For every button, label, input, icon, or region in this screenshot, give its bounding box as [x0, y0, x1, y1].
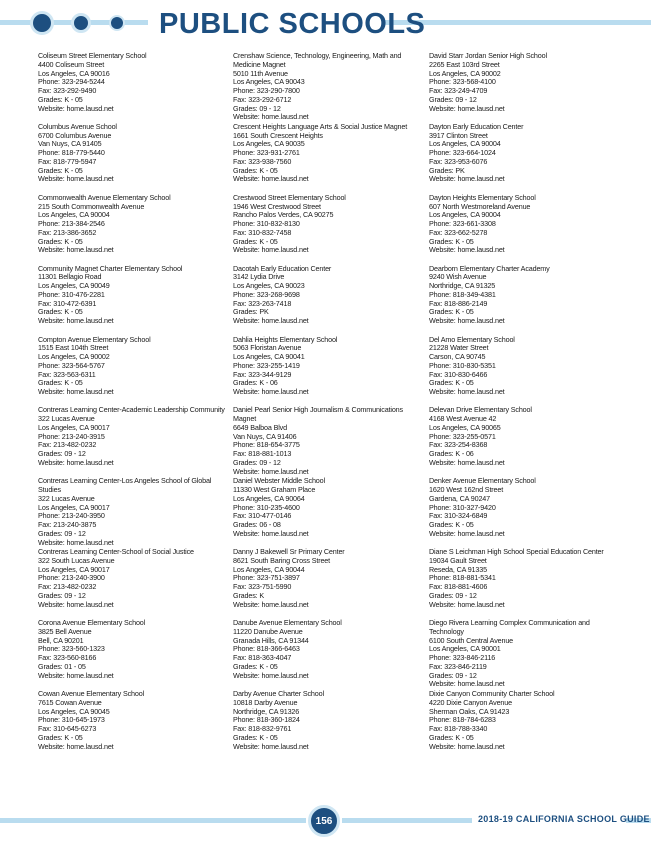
- school-fax: Fax: 818-363-4047: [233, 653, 292, 663]
- school-name: Del Amo Elementary School: [429, 335, 515, 344]
- school-entry: [429, 406, 619, 477]
- school-address: 6100 South Central Avenue: [429, 635, 514, 645]
- school-grades: Grades: K - 05: [429, 378, 474, 388]
- school-address: 1661 South Crescent Heights: [233, 130, 323, 140]
- school-fax: Fax: 323-254-8368: [429, 440, 488, 450]
- school-grades: Grades: PK: [233, 307, 269, 317]
- school-grades: Grades: 01 - 05: [38, 661, 86, 671]
- school-phone: Phone: 310-235-4600: [233, 502, 300, 512]
- school-fax: Fax: 310-830-6466: [429, 369, 488, 379]
- school-phone: Phone: 323-564-5767: [38, 360, 105, 370]
- page-number: 156: [308, 805, 340, 837]
- school-address: 21228 Water Street: [429, 343, 489, 353]
- school-phone: Phone: 213-240-3915: [38, 431, 105, 441]
- school-phone: Phone: 310-327-9420: [429, 502, 496, 512]
- school-address: 11220 Danube Avenue: [233, 626, 303, 636]
- school-name: Diego Rivera Learning Complex Communication and Technology: [429, 619, 590, 636]
- school-grades: Grades: K - 05: [38, 94, 83, 104]
- school-grades: Grades: K - 06: [233, 378, 278, 388]
- school-address: 4400 Coliseum Street: [38, 59, 105, 69]
- school-entry: [429, 194, 619, 265]
- school-fax: Fax: 323-292-6712: [233, 94, 292, 104]
- school-entry: [233, 336, 423, 407]
- school-name: Darby Avenue Charter School: [233, 690, 324, 699]
- school-website: Website: home.lausd.net: [233, 387, 309, 397]
- school-city: Carson, CA 90745: [429, 352, 486, 362]
- school-address: 6649 Balboa Blvd: [233, 422, 287, 432]
- school-website: Website: home.lausd.net: [429, 457, 505, 467]
- school-website: Website: home.lausd.net: [38, 316, 114, 326]
- school-entry: [429, 690, 619, 761]
- school-website: Website: home.lausd.net: [233, 316, 309, 326]
- school-entry: [233, 619, 423, 690]
- school-grades: Grades: K - 05: [38, 378, 83, 388]
- school-website: Website: home.lausd.net: [233, 174, 309, 184]
- school-website: Website: home.lausd.net: [429, 245, 505, 255]
- school-website: Website: home.lausd.net: [233, 245, 309, 255]
- school-fax: Fax: 323-344-9129: [233, 369, 292, 379]
- school-name: Contreras Learning Center-School of Social Justice: [38, 548, 194, 557]
- school-name: Denker Avenue Elementary School: [429, 477, 536, 486]
- school-city: Northridge, CA 91325: [429, 281, 496, 291]
- school-grades: Grades: K - 05: [233, 661, 278, 671]
- school-address: 11330 West Graham Place: [233, 485, 316, 495]
- school-name: Contreras Learning Center-Academic Leadership Community: [38, 406, 225, 415]
- school-website: Website: home.lausd.net: [38, 457, 114, 467]
- school-grades: Grades: K - 05: [233, 165, 278, 175]
- school-website: Website: home.lausd.net: [38, 670, 114, 680]
- school-city: Rancho Palos Verdes, CA 90275: [233, 210, 334, 220]
- school-grades: Grades: 09 - 12: [38, 449, 86, 459]
- school-fax: Fax: 213-482-0232: [38, 440, 97, 450]
- school-address: 1515 East 104th Street: [38, 343, 109, 353]
- school-city: Los Angeles, CA 90035: [233, 139, 305, 149]
- school-entry: [38, 52, 228, 123]
- school-grades: Grades: 09 - 12: [38, 528, 86, 538]
- school-fax: Fax: 323-662-5278: [429, 227, 488, 237]
- school-grades: Grades: 09 - 12: [38, 590, 86, 600]
- school-phone: Phone: 213-240-3950: [38, 511, 105, 521]
- school-city: Los Angeles, CA 90049: [38, 281, 110, 291]
- school-name: Dearborn Elementary Charter Academy: [429, 264, 550, 273]
- school-fax: Fax: 818-886-2149: [429, 298, 488, 308]
- listing-column: [233, 52, 423, 761]
- school-address: 11301 Bellagio Road: [38, 272, 102, 282]
- school-website: Website: home.lausd.net: [38, 537, 114, 547]
- school-entry: [233, 123, 423, 194]
- school-phone: Phone: 310-645-1973: [38, 715, 105, 725]
- school-phone: Phone: 213-240-3900: [38, 573, 105, 583]
- school-address: 322 Lucas Avenue: [38, 493, 95, 503]
- school-name: Crenshaw Science, Technology, Engineering, Math and Medicine Magnet: [233, 52, 402, 69]
- school-fax: Fax: 818-788-3340: [429, 724, 488, 734]
- school-grades: Grades: K - 05: [233, 732, 278, 742]
- school-website: Website: home.lausd.net: [38, 245, 114, 255]
- school-phone: Phone: 818-779-5440: [38, 148, 105, 158]
- school-website: Website: home.lausd.net: [233, 528, 309, 538]
- school-city: Van Nuys, CA 91405: [38, 139, 102, 149]
- school-phone: Phone: 818-360-1824: [233, 715, 300, 725]
- school-phone: Phone: 310-476-2281: [38, 289, 105, 299]
- school-city: Los Angeles, CA 90064: [233, 493, 305, 503]
- school-name: Delevan Drive Elementary School: [429, 406, 532, 415]
- school-fax: Fax: 213-386-3652: [38, 227, 97, 237]
- school-city: Bell, CA 90201: [38, 635, 84, 645]
- school-phone: Phone: 323-846-2116: [429, 653, 496, 663]
- school-website: Website: home.lausd.net: [38, 741, 114, 751]
- school-entry: [429, 52, 619, 123]
- school-fax: Fax: 213-240-3875: [38, 520, 97, 530]
- school-address: 6700 Columbus Avenue: [38, 130, 112, 140]
- school-phone: Phone: 818-366-6463: [233, 644, 300, 654]
- school-city: Sherman Oaks, CA 91423: [429, 706, 510, 716]
- school-fax: Fax: 323-263-7418: [233, 298, 292, 308]
- school-phone: Phone: 323-290-7800: [233, 86, 300, 95]
- school-entry: [429, 265, 619, 336]
- school-phone: Phone: 818-654-3775: [233, 440, 300, 450]
- school-address: 1620 West 162nd Street: [429, 485, 504, 495]
- school-address: 4168 West Avenue 42: [429, 414, 497, 424]
- school-city: Los Angeles, CA 90001: [429, 644, 501, 654]
- school-entry: [38, 123, 228, 194]
- school-fax: Fax: 323-292-9490: [38, 86, 97, 95]
- school-grades: Grades: K: [233, 590, 265, 600]
- school-entry: [233, 406, 423, 477]
- school-grades: Grades: K - 05: [429, 520, 474, 530]
- school-website: Website: home.lausd.net: [429, 528, 505, 538]
- school-entry: [429, 336, 619, 407]
- school-name: Daniel Webster Middle School: [233, 477, 325, 486]
- school-fax: Fax: 323-751-5990: [233, 582, 292, 592]
- school-grades: Grades: 09 - 12: [233, 103, 281, 113]
- school-name: Crestwood Street Elementary School: [233, 193, 346, 202]
- school-address: 607 North Westmoreland Avenue: [429, 201, 531, 211]
- school-city: Los Angeles, CA 90017: [38, 422, 110, 432]
- school-fax: Fax: 323-563-6311: [38, 369, 96, 379]
- school-address: 215 South Commonwealth Avenue: [38, 201, 145, 211]
- school-phone: Phone: 323-568-4100: [429, 77, 496, 87]
- school-city: Los Angeles, CA 90002: [429, 68, 501, 78]
- school-phone: Phone: 818-784-6283: [429, 715, 496, 725]
- school-fax: Fax: 818-779-5947: [38, 156, 97, 166]
- school-address: 1946 West Crestwood Street: [233, 201, 321, 211]
- school-entry: [38, 477, 228, 548]
- school-name: Diane S Leichman High School Special Education Center: [429, 548, 604, 557]
- school-grades: Grades: 09 - 12: [429, 94, 477, 104]
- school-fax: Fax: 310-472-6391: [38, 298, 97, 308]
- school-address: 4220 Dixie Canyon Avenue: [429, 697, 512, 707]
- school-address: 7615 Cowan Avenue: [38, 697, 102, 707]
- school-name: Danny J Bakewell Sr Primary Center: [233, 548, 345, 557]
- school-fax: Fax: 818-832-9761: [233, 724, 292, 734]
- school-entry: [38, 265, 228, 336]
- school-website: Website: home.lausd.net: [233, 112, 309, 122]
- school-website: Website: home.lausd.net: [38, 174, 114, 184]
- school-fax: Fax: 213-482-0232: [38, 582, 97, 592]
- school-grades: Grades: K - 06: [429, 449, 474, 459]
- school-name: Dahlia Heights Elementary School: [233, 335, 338, 344]
- school-name: Compton Avenue Elementary School: [38, 335, 151, 344]
- school-name: Columbus Avenue School: [38, 122, 117, 131]
- school-city: Northridge, CA 91326: [233, 706, 300, 716]
- school-address: 3142 Lydia Drive: [233, 272, 285, 282]
- school-address: 19034 Gault Street: [429, 555, 487, 565]
- school-city: Gardena, CA 90247: [429, 493, 490, 503]
- school-phone: Phone: 818-881-5341: [429, 573, 496, 583]
- school-fax: Fax: 818-881-1013: [233, 449, 292, 459]
- school-fax: Fax: 323-560-8166: [38, 653, 97, 663]
- school-website: Website: home.lausd.net: [429, 741, 505, 751]
- school-phone: Phone: 310-832-8130: [233, 219, 300, 229]
- school-grades: Grades: K - 05: [38, 732, 83, 742]
- school-grades: Grades: 06 - 08: [233, 520, 281, 530]
- school-city: Los Angeles, CA 90004: [38, 210, 110, 220]
- school-city: Los Angeles, CA 90045: [38, 706, 110, 716]
- school-entry: [233, 194, 423, 265]
- school-website: Website: home.lausd.net: [429, 316, 505, 326]
- school-phone: Phone: 818-349-4381: [429, 289, 496, 299]
- listing-column: [429, 52, 619, 761]
- school-fax: Fax: 818-881-4606: [429, 582, 488, 592]
- school-website: Website: home.lausd.net: [38, 103, 114, 113]
- school-website: Website: home.lausd.net: [429, 387, 505, 397]
- guide-title: 2018-19 CALIFORNIA SCHOOL GUIDE: [478, 814, 650, 824]
- school-name: Dixie Canyon Community Charter School: [429, 690, 555, 699]
- school-grades: Grades: 09 - 12: [429, 670, 477, 680]
- school-address: 10818 Darby Avenue: [233, 697, 298, 707]
- school-address: 9240 Wish Avenue: [429, 272, 487, 282]
- decorative-dot-small: [109, 15, 125, 31]
- footer-rule-right: [342, 818, 472, 823]
- school-entry: [233, 265, 423, 336]
- school-grades: Grades: K - 05: [429, 236, 474, 246]
- school-grades: Grades: 09 - 12: [429, 590, 477, 600]
- school-fax: Fax: 323-249-4709: [429, 86, 488, 95]
- school-name: Dacotah Early Education Center: [233, 264, 332, 273]
- school-entry: [38, 619, 228, 690]
- school-name: Community Magnet Charter Elementary School: [38, 264, 183, 273]
- school-fax: Fax: 323-846-2119: [429, 661, 487, 671]
- school-grades: Grades: K - 05: [38, 307, 83, 317]
- school-grades: Grades: PK: [429, 165, 465, 175]
- school-phone: Phone: 323-255-1419: [233, 360, 300, 370]
- school-city: Los Angeles, CA 90044: [233, 564, 305, 574]
- school-phone: Phone: 323-255-0571: [429, 431, 496, 441]
- school-name: Dayton Heights Elementary School: [429, 193, 536, 202]
- page-title: PUBLIC SCHOOLS: [159, 8, 426, 40]
- school-city: Los Angeles, CA 90002: [38, 352, 110, 362]
- school-address: 3917 Clinton Street: [429, 130, 488, 140]
- school-entry: [38, 194, 228, 265]
- school-entry: [233, 52, 423, 123]
- school-phone: Phone: 323-661-3308: [429, 219, 496, 229]
- school-phone: Phone: 323-931-2761: [233, 148, 300, 158]
- school-address: 322 South Lucas Avenue: [38, 555, 115, 565]
- school-name: Cowan Avenue Elementary School: [38, 690, 145, 699]
- school-address: 5063 Floristan Avenue: [233, 343, 302, 353]
- school-grades: Grades: K - 05: [429, 307, 474, 317]
- school-address: 5010 11th Avenue: [233, 68, 288, 78]
- school-city: Van Nuys, CA 91406: [233, 431, 297, 441]
- school-fax: Fax: 310-645-6273: [38, 724, 97, 734]
- school-city: Los Angeles, CA 90065: [429, 422, 501, 432]
- school-city: Los Angeles, CA 90023: [233, 281, 305, 291]
- school-website: Website: home.lausd.net: [429, 679, 505, 689]
- school-grades: Grades: 09 - 12: [233, 457, 281, 467]
- school-entry: [233, 548, 423, 619]
- school-entry: [38, 406, 228, 477]
- school-address: 8621 South Baring Cross Street: [233, 555, 330, 565]
- school-entry: [429, 619, 619, 690]
- school-address: 3825 Bell Avenue: [38, 626, 92, 636]
- school-entry: [233, 690, 423, 761]
- school-city: Los Angeles, CA 90017: [38, 502, 110, 512]
- school-name: Crescent Heights Language Arts & Social Justice Magnet: [233, 122, 408, 131]
- school-entry: [38, 690, 228, 761]
- school-grades: Grades: K - 05: [233, 236, 278, 246]
- school-website: Website: home.lausd.net: [233, 599, 309, 609]
- school-phone: Phone: 310-830-5351: [429, 360, 496, 370]
- decorative-dot-medium: [71, 13, 91, 33]
- school-grades: Grades: K - 05: [429, 732, 474, 742]
- footer-rule-left: [0, 818, 306, 823]
- school-phone: Phone: 323-664-1024: [429, 148, 496, 158]
- school-website: Website: home.lausd.net: [38, 387, 114, 397]
- school-phone: Phone: 323-751-3897: [233, 573, 300, 583]
- school-city: Reseda, CA 91335: [429, 564, 487, 574]
- school-phone: Phone: 323-268-9698: [233, 289, 300, 299]
- school-entry: [429, 123, 619, 194]
- school-entry: [429, 548, 619, 619]
- school-grades: Grades: K - 05: [38, 236, 83, 246]
- page-header: [0, 0, 651, 48]
- school-city: Los Angeles, CA 90016: [38, 68, 110, 78]
- school-city: Los Angeles, CA 90004: [429, 210, 501, 220]
- school-name: Commonwealth Avenue Elementary School: [38, 193, 171, 202]
- school-website: Website: home.lausd.net: [429, 103, 505, 113]
- school-name: Dayton Early Education Center: [429, 122, 524, 131]
- school-phone: Phone: 213-384-2546: [38, 219, 105, 229]
- school-fax: Fax: 310-324-6849: [429, 511, 488, 521]
- school-entry: [38, 336, 228, 407]
- school-entry: [38, 548, 228, 619]
- school-entry: [429, 477, 619, 548]
- listing-column: [38, 52, 228, 761]
- school-city: Granada Hills, CA 91344: [233, 635, 309, 645]
- decorative-dot-large: [30, 11, 54, 35]
- school-fax: Fax: 323-953-6076: [429, 156, 488, 166]
- school-fax: Fax: 310-477-0146: [233, 511, 292, 521]
- school-name: Contreras Learning Center-Los Angeles School of Global Studies: [38, 477, 212, 495]
- school-website: Website: home.lausd.net: [233, 670, 309, 680]
- school-website: Website: home.lausd.net: [429, 599, 505, 609]
- school-fax: Fax: 310-832-7458: [233, 227, 292, 237]
- school-city: Los Angeles, CA 90043: [233, 77, 305, 87]
- school-website: Website: home.lausd.net: [429, 174, 505, 184]
- school-address: 2265 East 103rd Street: [429, 59, 500, 69]
- school-name: Danube Avenue Elementary School: [233, 619, 342, 628]
- school-phone: Phone: 323-294-5244: [38, 77, 105, 87]
- school-city: Los Angeles, CA 90017: [38, 564, 110, 574]
- school-name: David Starr Jordan Senior High School: [429, 52, 547, 60]
- school-website: Website: home.lausd.net: [233, 741, 309, 751]
- school-fax: Fax: 323-938-7560: [233, 156, 292, 166]
- school-entry: [233, 477, 423, 548]
- school-city: Los Angeles, CA 90041: [233, 352, 305, 362]
- school-name: Daniel Pearl Senior High Journalism & Communications Magnet: [233, 406, 403, 424]
- school-address: 322 Lucas Avenue: [38, 414, 95, 424]
- school-grades: Grades: K - 05: [38, 165, 83, 175]
- school-name: Coliseum Street Elementary School: [38, 52, 147, 60]
- school-website: Website: home.lausd.net: [38, 599, 114, 609]
- school-phone: Phone: 323-560-1323: [38, 644, 105, 654]
- school-website: Website: home.lausd.net: [233, 466, 309, 476]
- school-name: Corona Avenue Elementary School: [38, 619, 146, 628]
- school-city: Los Angeles, CA 90004: [429, 139, 501, 149]
